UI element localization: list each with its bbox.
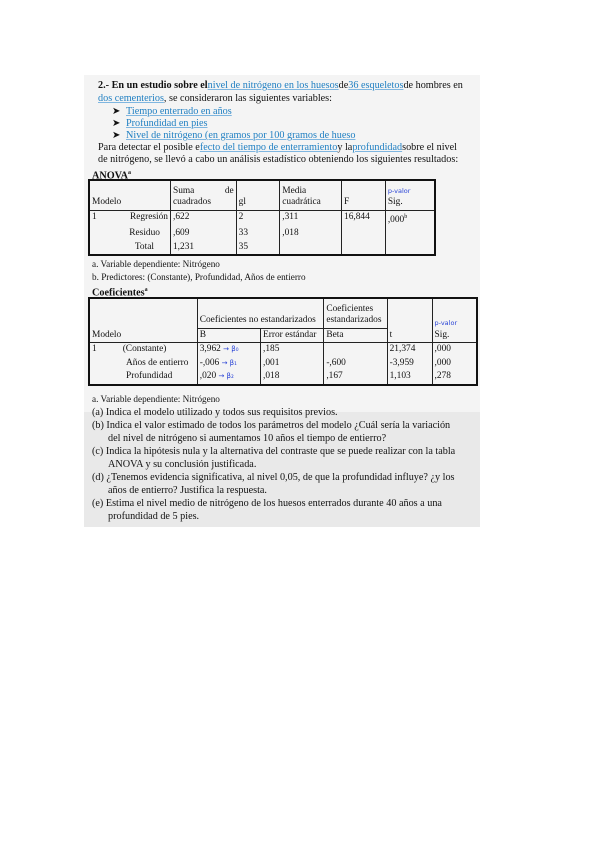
anova-header-modelo: Modelo — [89, 180, 170, 210]
coef-header-t: t — [387, 298, 432, 343]
anova-note-b: b. Predictores: (Constante), Profundidad, Años de entierro — [92, 272, 306, 282]
coef-cell-b — [197, 343, 260, 357]
question-a: (a) Indica el modelo utilizado y todos sus requisitos previos. — [92, 407, 338, 418]
coef-title-sup: a — [144, 287, 148, 293]
intro-text: 2.- En un estudio sobre el — [98, 80, 208, 91]
coef-cell-b — [197, 370, 260, 385]
detect-text: Para detectar el posible e — [98, 142, 200, 153]
detect-line-2: de nitrógeno, se llevó a cabo un análisis estadístico obteniendo los siguientes resultados: — [98, 154, 459, 165]
anova-model-number: 1 — [92, 211, 97, 222]
variable-item — [112, 106, 232, 118]
coef-cell-model — [89, 343, 197, 357]
anova-note-a: a. Variable dependiente: Nitrógeno — [92, 259, 220, 269]
anova-cell-ms: ,018 — [280, 227, 342, 241]
coef-header-std-1: Coeficientes — [326, 303, 374, 314]
question-c: (c) Indica la hipótesis nula y la alternativa del contraste que se puede realizar con la tabla — [92, 446, 456, 457]
anova-cell-model — [89, 210, 170, 227]
coef-cell-sig: ,000 — [432, 343, 477, 357]
coef-row-label: (Constante) — [122, 344, 167, 354]
coef-cell-beta: -,600 — [324, 357, 387, 371]
anova-cell-model — [89, 227, 170, 241]
coef-table — [88, 297, 478, 386]
coef-cell-sig: ,278 — [432, 370, 477, 385]
anova-header-ms — [280, 180, 342, 210]
anova-row-residuo — [89, 227, 435, 241]
beta-annotation: → β₂ — [218, 372, 234, 380]
coef-row-constante — [89, 343, 477, 357]
question-b-cont: del nivel de nitrógeno si aumentamos 10 años el tiempo de entierro? — [108, 433, 387, 444]
anova-header-ss-2: cuadrados — [172, 197, 211, 207]
anova-sig-value: ,000 — [387, 214, 405, 225]
anova-cell-ss: ,609 — [170, 227, 236, 241]
coef-cell-beta: ,167 — [324, 370, 387, 385]
anova-header-sig — [385, 180, 435, 210]
coef-row-anios — [89, 357, 477, 371]
anova-title-text: ANOVA — [92, 170, 129, 182]
variable-item — [112, 130, 355, 142]
p-value-annotation: p-valor — [434, 319, 458, 327]
anova-cell-f — [342, 241, 386, 256]
anova-row-label: Residuo — [129, 228, 160, 239]
anova-row-label: Total — [134, 241, 154, 252]
question-e: (e) Estima el nivel medio de nitrógeno de los huesos enterrados durante 40 años a una — [92, 498, 442, 509]
coef-row-label: Profundidad — [126, 371, 173, 381]
anova-cell-ss: ,622 — [170, 210, 236, 227]
detect-line-1 — [98, 142, 457, 155]
anova-cell-sig — [385, 210, 435, 227]
coef-cell-model — [89, 370, 197, 385]
arrow-bullet-icon: ➤ — [112, 130, 121, 141]
coef-row-profundidad — [89, 370, 477, 385]
detect-text: sobre el nivel — [402, 142, 457, 153]
coef-b-value: -,006 — [199, 357, 220, 368]
intro-text: , se consideraron las siguientes variables: — [163, 93, 332, 104]
highlight-depth: profundidad — [352, 142, 403, 153]
coef-cell-err: ,018 — [261, 370, 324, 385]
coef-cell-model — [89, 357, 197, 371]
question-c-cont: ANOVA y su conclusión justificada. — [108, 459, 257, 470]
highlight-nitrogen: nivel de nitrógeno en los huesos — [207, 80, 339, 91]
p-value-annotation: p-valor — [387, 186, 411, 195]
variable-label: Nivel de nitrógeno (en gramos por 100 gramos de hueso — [126, 130, 356, 141]
anova-header-row — [89, 180, 435, 210]
coef-cell-sig: ,000 — [432, 357, 477, 371]
highlight-skeletons: 36 esqueletos — [348, 80, 404, 91]
anova-sig-sup: b — [404, 213, 408, 220]
anova-cell-ss: 1,231 — [170, 241, 236, 256]
coef-header-sig-text: Sig. — [434, 329, 450, 340]
coef-header-row-1 — [89, 298, 477, 328]
anova-cell-ms — [280, 241, 342, 256]
coef-cell-b — [197, 357, 260, 371]
coef-note: a. Variable dependiente: Nitrógeno — [92, 394, 220, 404]
intro-text: de — [338, 80, 349, 91]
anova-cell-sig — [385, 241, 435, 256]
arrow-bullet-icon: ➤ — [112, 106, 121, 117]
anova-header-ss-de: de — [224, 185, 234, 196]
detect-text: y la — [337, 142, 353, 153]
arrow-bullet-icon: ➤ — [112, 118, 121, 129]
coef-cell-t: 1,103 — [387, 370, 432, 385]
anova-header-ms-1: Media — [282, 185, 307, 196]
coef-model-number: 1 — [92, 344, 97, 354]
question-e-cont: profundidad de 5 pies. — [108, 511, 200, 522]
coef-header-sig — [432, 298, 477, 343]
variable-item — [112, 118, 208, 130]
coef-header-modelo: Modelo — [89, 298, 197, 343]
coef-cell-err: ,001 — [261, 357, 324, 371]
question-d: (d) ¿Tenemos evidencia significativa, al nivel 0,05, de que la profundidad influye? ¿y los — [92, 472, 455, 483]
coef-row-label: Años de entierro — [126, 357, 189, 368]
anova-cell-f: 16,844 — [342, 210, 386, 227]
anova-header-ss-1: Suma — [172, 185, 195, 196]
anova-cell-ms: ,311 — [280, 210, 342, 227]
coef-title-text: Coeficientes — [92, 287, 145, 299]
anova-cell-model — [89, 241, 170, 256]
anova-header-gl: gl — [236, 180, 280, 210]
anova-row-label: Regresión — [129, 211, 168, 222]
coef-b-value: ,020 — [199, 371, 217, 381]
coef-header-err: Error estándar — [261, 328, 324, 343]
anova-table — [88, 179, 436, 256]
anova-header-f: F — [342, 180, 386, 210]
anova-cell-f — [342, 227, 386, 241]
coef-cell-t: -3,959 — [387, 357, 432, 371]
coef-header-std — [324, 298, 387, 328]
question-b: (b) Indica el valor estimado de todos los parámetros del modelo ¿Cuál sería la variación — [92, 420, 451, 431]
coef-cell-err: ,185 — [261, 343, 324, 357]
coef-header-std-2: estandarizados — [326, 315, 382, 325]
coef-cell-beta — [324, 343, 387, 357]
anova-header-ss — [170, 180, 236, 210]
intro-line-2 — [98, 93, 332, 106]
anova-title-sup: a — [128, 170, 132, 176]
anova-header-ms-2: cuadrática — [282, 197, 321, 207]
intro-line-1 — [98, 80, 463, 93]
variable-label: Tiempo enterrado en años — [126, 106, 232, 117]
anova-cell-gl: 35 — [236, 241, 280, 256]
beta-annotation: → β₁ — [221, 358, 237, 367]
anova-row-regresion — [89, 210, 435, 227]
anova-header-sig-text: Sig. — [387, 197, 403, 207]
variable-label: Profundidad en pies — [126, 118, 208, 129]
anova-cell-gl: 2 — [236, 210, 280, 227]
coef-cell-t: 21,374 — [387, 343, 432, 357]
anova-cell-gl: 33 — [236, 227, 280, 241]
anova-row-total — [89, 241, 435, 256]
coef-b-value: 3,962 — [199, 344, 221, 354]
coef-header-beta: Beta — [324, 328, 387, 343]
anova-cell-sig — [385, 227, 435, 241]
coef-header-b: B — [197, 328, 260, 343]
highlight-cemeteries: dos cementerios — [98, 93, 164, 104]
beta-annotation: → β₀ — [223, 345, 239, 353]
intro-text: de hombres en — [403, 80, 463, 91]
question-d-cont: años de entierro? Justifica la respuesta. — [108, 485, 267, 496]
highlight-burial-time: fecto del tiempo de enterramiento — [199, 142, 338, 153]
coef-header-nonstd: Coeficientes no estandarizados — [197, 298, 324, 328]
